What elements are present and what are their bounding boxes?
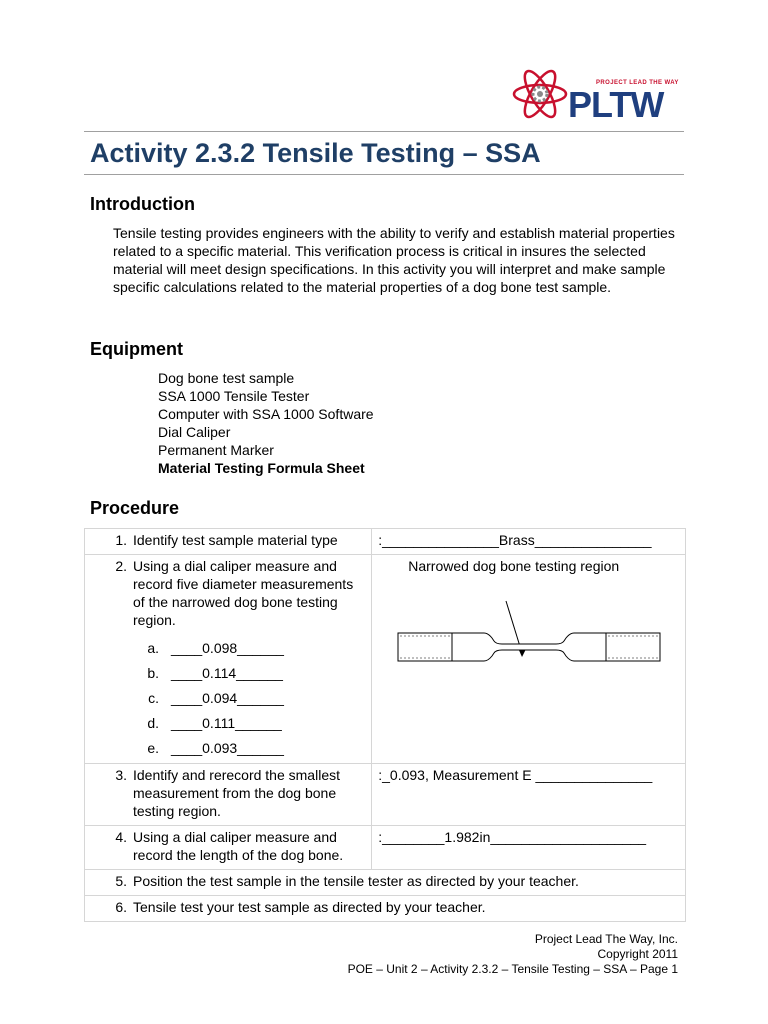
footer-copyright: Copyright 2011	[597, 947, 678, 961]
diagram-cell	[372, 555, 686, 764]
step-cell	[85, 870, 686, 896]
measurement-value: ____0.094______	[171, 689, 284, 706]
logo-tagline: PROJECT LEAD THE WAY	[596, 80, 679, 86]
step-text: Using a dial caliper measure and record five diameter measurements of the narrowed dog bone testing region.	[133, 558, 354, 628]
procedure-heading: Procedure	[90, 498, 180, 518]
sub-label: a.	[147, 639, 159, 656]
equipment-item: Dial Caliper	[158, 424, 231, 440]
equipment-list	[158, 369, 374, 477]
page-title: Activity 2.3.2 Tensile Testing – SSA	[90, 138, 541, 168]
step-number: 1.	[115, 532, 127, 548]
equipment-item-formula-sheet: Material Testing Formula Sheet	[158, 460, 365, 476]
table-row	[85, 870, 686, 896]
step-cell	[85, 896, 686, 922]
page-footer	[348, 932, 678, 977]
footer-page: POE – Unit 2 – Activity 2.3.2 – Tensile Testing – SSA – Page 1	[347, 962, 678, 976]
step-number: 3.	[115, 767, 127, 783]
step-text: Tensile test your test sample as directed by your teacher.	[133, 899, 486, 915]
step-cell	[85, 826, 372, 870]
step-text: Using a dial caliper measure and record the length of the dog bone.	[133, 829, 344, 863]
table-row	[85, 896, 686, 922]
table-row	[85, 529, 686, 555]
step-text: Position the test sample in the tensile tester as directed by your teacher.	[133, 873, 579, 889]
table-row	[85, 555, 686, 764]
step-number: 6.	[115, 899, 127, 915]
sub-label: b.	[147, 664, 159, 681]
equipment-heading: Equipment	[90, 339, 183, 359]
sub-label: d.	[147, 714, 159, 731]
header-rule-top	[84, 131, 684, 132]
equipment-item: Computer with SSA 1000 Software	[158, 406, 374, 422]
list-item	[133, 685, 365, 710]
step-number: 2.	[115, 558, 127, 574]
equipment-item: Dog bone test sample	[158, 370, 295, 386]
step-text: Identify test sample material type	[133, 532, 338, 548]
measurement-value: ____0.093______	[171, 739, 284, 756]
procedure-table	[84, 528, 686, 922]
step-cell	[85, 555, 372, 764]
answer-cell: :________1.982in____________________	[372, 826, 686, 870]
diagram-label: Narrowed dog bone testing region	[408, 558, 620, 574]
step-cell	[85, 529, 372, 555]
introduction-text: Tensile testing provides engineers with the ability to verify and establish material properties related to a specific material. This verification process is critical in insures the selected material will meet design specifications. In this activity you will interpret and make sample specific calculations related to the material properties of a dog bone test sample.	[113, 225, 675, 295]
list-item	[133, 710, 365, 735]
list-item	[133, 735, 365, 760]
answer-cell: :_______________Brass_______________	[372, 529, 686, 555]
pltw-logo	[510, 64, 680, 124]
measurement-list	[133, 635, 365, 760]
atom-gear-icon	[510, 64, 570, 124]
dog-bone-outline	[398, 633, 660, 661]
introduction-heading: Introduction	[90, 194, 195, 214]
sub-label: c.	[148, 689, 159, 706]
equipment-item: Permanent Marker	[158, 442, 274, 458]
list-item	[133, 635, 365, 660]
header-rule-bottom	[84, 174, 684, 175]
step-number: 4.	[115, 829, 127, 845]
logo-name: PLTW	[568, 84, 664, 125]
step-cell	[85, 764, 372, 826]
sub-label: e.	[147, 739, 159, 756]
measurement-value: ____0.098______	[171, 639, 284, 656]
answer-cell: :_0.093, Measurement E _______________	[372, 764, 686, 826]
list-item	[133, 660, 365, 685]
equipment-item: SSA 1000 Tensile Tester	[158, 388, 310, 404]
table-row	[85, 764, 686, 826]
measurement-value: ____0.111______	[171, 714, 282, 731]
step-text: Identify and rerecord the smallest measurement from the dog bone testing region.	[133, 767, 340, 819]
step-number: 5.	[115, 873, 127, 889]
table-row	[85, 826, 686, 870]
footer-org: Project Lead The Way, Inc.	[534, 932, 678, 946]
measurement-value: ____0.114______	[171, 664, 283, 681]
dog-bone-diagram	[396, 575, 666, 675]
